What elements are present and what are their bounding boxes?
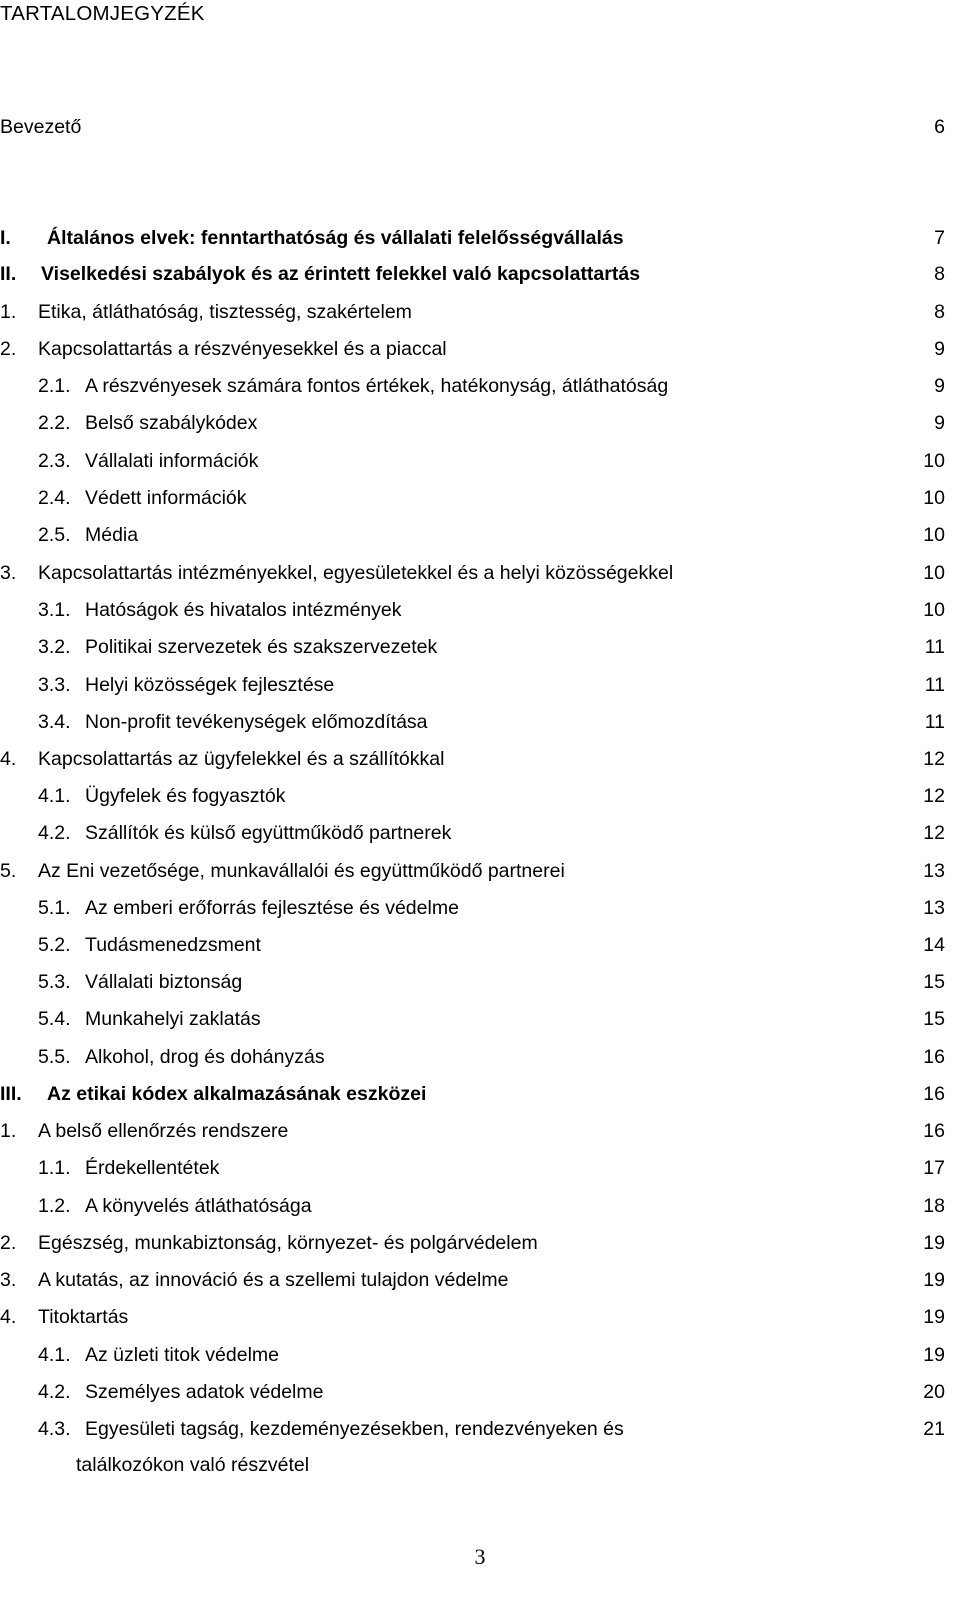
toc-entry-label: Kapcsolattartás az ügyfelekkel és a szállítókkal xyxy=(38,748,445,770)
toc-entry-page: 13 xyxy=(923,860,945,882)
toc-entry-number: 4. xyxy=(0,748,17,770)
toc-entry-number: I. xyxy=(0,227,11,249)
toc-entry-number: 2.5. xyxy=(38,524,71,546)
toc-entry-label: Az Eni vezetősége, munkavállalói és együttműködő partnerei xyxy=(38,860,565,882)
toc-entry-number: 2. xyxy=(0,338,17,360)
toc-entry-label: A belső ellenőrzés rendszere xyxy=(38,1120,289,1142)
toc-entry-page: 10 xyxy=(923,450,945,472)
toc-entry-page: 19 xyxy=(923,1232,945,1254)
toc-entry-number: 4.1. xyxy=(38,1344,71,1366)
toc-entry-page: 9 xyxy=(934,338,945,360)
toc-entry-label: Érdekellentétek xyxy=(85,1157,220,1179)
toc-entry-label: Politikai szervezetek és szakszervezetek xyxy=(85,636,438,658)
toc-entry-page: 16 xyxy=(923,1120,945,1142)
toc-entry-number: 2. xyxy=(0,1232,17,1254)
toc-entry-label: Non-profit tevékenységek előmozdítása xyxy=(85,711,428,733)
toc-entry-page: 11 xyxy=(924,711,945,733)
toc-entry-number: 2.1. xyxy=(38,375,71,397)
toc-entry-number: 5.2. xyxy=(38,934,71,956)
toc-entry-label: A könyvelés átláthatósága xyxy=(85,1195,312,1217)
toc-entry-number: 3.4. xyxy=(38,711,71,733)
toc-entry-page: 20 xyxy=(923,1381,945,1403)
toc-entry-label: A részvényesek számára fontos értékek, hatékonyság, átláthatóság xyxy=(85,375,669,397)
toc-entry-page: 6 xyxy=(934,116,945,138)
toc-entry-number: 2.2. xyxy=(38,412,71,434)
toc-entry-number: II. xyxy=(0,263,17,285)
toc-entry-label: A kutatás, az innováció és a szellemi tulajdon védelme xyxy=(38,1269,509,1291)
toc-entry-number: 4.3. xyxy=(38,1418,71,1440)
toc-entry-page: 9 xyxy=(934,412,945,434)
toc-entry-number: 1.2. xyxy=(38,1195,71,1217)
toc-entry-page: 10 xyxy=(923,487,945,509)
toc-entry-page: 8 xyxy=(934,263,945,285)
toc-entry-number: 4. xyxy=(0,1306,17,1328)
toc-entry-number: 5. xyxy=(0,860,17,882)
toc-entry-label: Vállalati biztonság xyxy=(85,971,243,993)
toc-entry-label: Védett információk xyxy=(85,487,247,509)
toc-entry-label: Személyes adatok védelme xyxy=(85,1381,324,1403)
toc-entry-number: 3.2. xyxy=(38,636,71,658)
page-title: TARTALOMJEGYZÉK xyxy=(0,2,205,25)
toc-entry-number: 3. xyxy=(0,562,17,584)
toc-entry-page: 10 xyxy=(923,524,945,546)
toc-entry-page: 16 xyxy=(923,1083,945,1105)
toc-entry-page: 11 xyxy=(924,674,945,696)
toc-entry-label: Az emberi erőforrás fejlesztése és védelme xyxy=(85,897,459,919)
toc-entry-label: Az üzleti titok védelme xyxy=(85,1344,280,1366)
toc-entry-page: 17 xyxy=(923,1157,945,1179)
toc-entry-label: Szállítók és külső együttműködő partnerek xyxy=(85,822,452,844)
toc-entry-page: 9 xyxy=(934,375,945,397)
toc-entry-page: 16 xyxy=(923,1046,945,1068)
toc-entry-page: 8 xyxy=(934,301,945,323)
toc-entry-label: Helyi közösségek fejlesztése xyxy=(85,674,335,696)
page-number: 3 xyxy=(474,1544,486,1569)
toc-entry-label: Tudásmenedzsment xyxy=(85,934,261,956)
toc-entry-number: 1. xyxy=(0,301,17,323)
toc-entry-label: Egyesületi tagság, kezdeményezésekben, rendezvényeken és xyxy=(85,1418,624,1440)
toc-entry-page: 15 xyxy=(923,1008,945,1030)
toc-entry-number: 4.1. xyxy=(38,785,71,807)
toc-entry-label: Munkahelyi zaklatás xyxy=(85,1008,261,1030)
toc-entry-label: Kapcsolattartás intézményekkel, egyesületekkel és a helyi közösségekkel xyxy=(38,562,674,584)
toc-entry-number: 2.3. xyxy=(38,450,71,472)
toc-entry-number: 1.1. xyxy=(38,1157,71,1179)
toc-entry-page: 12 xyxy=(923,748,945,770)
toc-entry-label: Alkohol, drog és dohányzás xyxy=(85,1046,325,1068)
toc-entry-label: Egészség, munkabiztonság, környezet- és polgárvédelem xyxy=(38,1232,538,1254)
toc-entry-number: 5.4. xyxy=(38,1008,71,1030)
toc-entry-number: 3.3. xyxy=(38,674,71,696)
toc-entry-page: 10 xyxy=(923,562,945,584)
toc-entry-label: Általános elvek: fenntarthatóság és vállalati felelősségvállalás xyxy=(47,227,624,249)
toc-entry-page: 13 xyxy=(923,897,945,919)
toc-entry-number: III. xyxy=(0,1083,22,1105)
toc-entry-number: 1. xyxy=(0,1120,17,1142)
toc-entry-page: 18 xyxy=(923,1195,945,1217)
toc-entry-page: 12 xyxy=(923,785,945,807)
toc-entry-label: Belső szabálykódex xyxy=(85,412,258,434)
toc-entry-number: 2.4. xyxy=(38,487,71,509)
toc-entry-label: Hatóságok és hivatalos intézmények xyxy=(85,599,402,621)
toc-entry-page: 19 xyxy=(923,1306,945,1328)
toc-entry-label: Ügyfelek és fogyasztók xyxy=(85,785,286,807)
toc-entry-number: 5.5. xyxy=(38,1046,71,1068)
toc-entry-page: 21 xyxy=(923,1418,945,1440)
toc-entry-number: 4.2. xyxy=(38,822,71,844)
toc-entry-page: 11 xyxy=(924,636,945,658)
toc-entry-continuation: találkozókon való részvétel xyxy=(76,1454,310,1476)
toc-entry-page: 19 xyxy=(923,1269,945,1291)
toc-entry-label: Bevezető xyxy=(0,116,82,138)
toc-entry-page: 12 xyxy=(923,822,945,844)
toc-entry-label: Az etikai kódex alkalmazásának eszközei xyxy=(47,1083,427,1105)
toc-entry-number: 3. xyxy=(0,1269,17,1291)
toc-entry-page: 7 xyxy=(934,227,945,249)
toc-entry-label: Kapcsolattartás a részvényesekkel és a piaccal xyxy=(38,338,447,360)
toc-entry-label: Vállalati információk xyxy=(85,450,259,472)
toc-entry-number: 3.1. xyxy=(38,599,71,621)
toc-entry-page: 15 xyxy=(923,971,945,993)
toc-entry-page: 14 xyxy=(923,934,945,956)
toc-entry-page: 19 xyxy=(923,1344,945,1366)
toc-entry-label: Viselkedési szabályok és az érintett felekkel való kapcsolattartás xyxy=(41,263,641,285)
toc-entry-number: 5.3. xyxy=(38,971,71,993)
toc-entry-label: Etika, átláthatóság, tisztesség, szakértelem xyxy=(38,301,412,323)
toc-entry-label: Média xyxy=(85,524,139,546)
toc-entry-number: 4.2. xyxy=(38,1381,71,1403)
toc-entry-label: Titoktartás xyxy=(38,1306,129,1328)
toc-entry-page: 10 xyxy=(923,599,945,621)
toc-entry-number: 5.1. xyxy=(38,897,71,919)
